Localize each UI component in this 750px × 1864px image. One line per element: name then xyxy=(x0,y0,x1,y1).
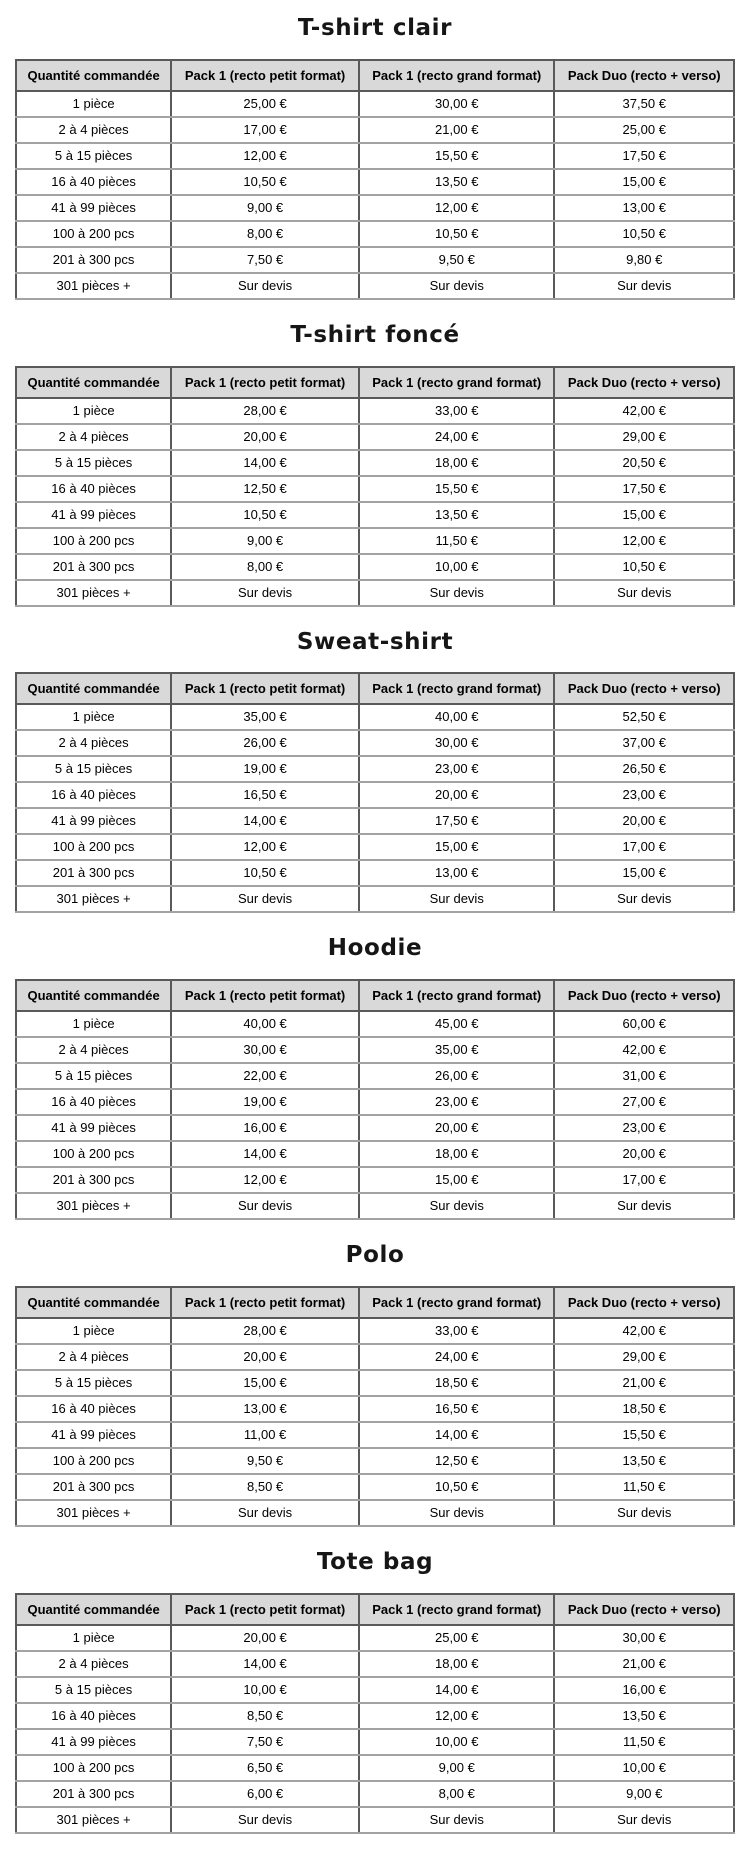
table-row xyxy=(16,1167,734,1193)
quantity-cell: 16 à 40 pièces xyxy=(16,169,171,195)
price-cell: 10,50 € xyxy=(554,221,734,247)
price-cell: 10,50 € xyxy=(171,169,359,195)
price-cell: 10,00 € xyxy=(359,554,554,580)
price-cell: 14,00 € xyxy=(359,1422,554,1448)
price-cell: 25,00 € xyxy=(359,1625,554,1651)
price-cell: 13,00 € xyxy=(171,1396,359,1422)
column-header: Pack 1 (recto petit format) xyxy=(171,60,359,91)
quantity-cell: 100 à 200 pcs xyxy=(16,1448,171,1474)
price-cell: 9,00 € xyxy=(359,1755,554,1781)
column-header: Pack Duo (recto + verso) xyxy=(554,1594,734,1625)
product-title: Tote bag xyxy=(316,1548,434,1575)
price-cell: 30,00 € xyxy=(554,1625,734,1651)
price-cell: 14,00 € xyxy=(171,1651,359,1677)
column-header: Pack Duo (recto + verso) xyxy=(554,673,734,704)
price-table xyxy=(15,979,735,1220)
table-row xyxy=(16,195,734,221)
price-cell: Sur devis xyxy=(359,273,554,299)
price-cell: 12,50 € xyxy=(359,1448,554,1474)
quantity-cell: 41 à 99 pièces xyxy=(16,1115,171,1141)
price-cell: Sur devis xyxy=(554,1500,734,1526)
price-cell: 42,00 € xyxy=(554,398,734,424)
table-row xyxy=(16,1089,734,1115)
price-cell: 18,50 € xyxy=(554,1396,734,1422)
table-row xyxy=(16,580,734,606)
price-cell: 12,00 € xyxy=(359,1703,554,1729)
table-row xyxy=(16,1011,734,1037)
price-cell: 8,50 € xyxy=(171,1474,359,1500)
product-title: Hoodie xyxy=(327,935,423,962)
price-cell: 15,00 € xyxy=(359,1167,554,1193)
price-cell: Sur devis xyxy=(359,1807,554,1833)
price-table xyxy=(15,1286,735,1527)
quantity-cell: 100 à 200 pcs xyxy=(16,834,171,860)
quantity-cell: 2 à 4 pièces xyxy=(16,1037,171,1063)
price-cell: 12,00 € xyxy=(171,1167,359,1193)
price-cell: 19,00 € xyxy=(171,756,359,782)
price-cell: 6,00 € xyxy=(171,1781,359,1807)
column-header: Pack 1 (recto grand format) xyxy=(359,1594,554,1625)
table-row xyxy=(16,1370,734,1396)
table-row xyxy=(16,886,734,912)
table-row xyxy=(16,834,734,860)
price-cell: 15,00 € xyxy=(554,860,734,886)
price-cell: 13,00 € xyxy=(554,195,734,221)
quantity-cell: 201 à 300 pcs xyxy=(16,860,171,886)
price-cell: 28,00 € xyxy=(171,398,359,424)
header-row xyxy=(16,980,734,1011)
table-row xyxy=(16,398,734,424)
price-cell: 21,00 € xyxy=(554,1370,734,1396)
column-header: Pack 1 (recto grand format) xyxy=(359,980,554,1011)
product-title: Polo xyxy=(345,1242,405,1268)
price-cell: 35,00 € xyxy=(171,704,359,730)
table-row xyxy=(16,273,734,299)
quantity-cell: 41 à 99 pièces xyxy=(16,808,171,834)
price-cell: Sur devis xyxy=(554,886,734,912)
price-cell: 9,50 € xyxy=(359,247,554,273)
table-row xyxy=(16,808,734,834)
price-cell: Sur devis xyxy=(554,1193,734,1219)
price-cell: 26,00 € xyxy=(171,730,359,756)
price-cell: 11,00 € xyxy=(171,1422,359,1448)
price-cell: 24,00 € xyxy=(359,1344,554,1370)
header-row xyxy=(16,1287,734,1318)
column-header: Pack 1 (recto grand format) xyxy=(359,60,554,91)
column-header: Pack Duo (recto + verso) xyxy=(554,367,734,398)
price-cell: 10,50 € xyxy=(171,860,359,886)
price-cell: 20,00 € xyxy=(171,1344,359,1370)
quantity-cell: 301 pièces + xyxy=(16,273,171,299)
price-cell: Sur devis xyxy=(171,273,359,299)
quantity-cell: 301 pièces + xyxy=(16,886,171,912)
quantity-cell: 1 pièce xyxy=(16,398,171,424)
price-cell: 40,00 € xyxy=(171,1011,359,1037)
price-cell: 9,50 € xyxy=(171,1448,359,1474)
price-cell: 14,00 € xyxy=(171,450,359,476)
price-cell: 12,00 € xyxy=(359,195,554,221)
price-cell: 16,00 € xyxy=(554,1677,734,1703)
table-row xyxy=(16,1037,734,1063)
price-cell: 10,50 € xyxy=(359,221,554,247)
table-row xyxy=(16,756,734,782)
price-cell: 11,50 € xyxy=(554,1729,734,1755)
price-cell: 9,00 € xyxy=(171,528,359,554)
price-cell: 23,00 € xyxy=(359,1089,554,1115)
column-header: Quantité commandée xyxy=(16,367,171,398)
price-cell: 28,00 € xyxy=(171,1318,359,1344)
quantity-cell: 16 à 40 pièces xyxy=(16,1703,171,1729)
quantity-cell: 100 à 200 pcs xyxy=(16,1141,171,1167)
price-cell: 12,00 € xyxy=(554,528,734,554)
price-cell: Sur devis xyxy=(171,580,359,606)
column-header: Pack Duo (recto + verso) xyxy=(554,60,734,91)
header-row xyxy=(16,367,734,398)
table-row xyxy=(16,782,734,808)
price-cell: 17,50 € xyxy=(554,143,734,169)
price-cell: 42,00 € xyxy=(554,1318,734,1344)
column-header: Quantité commandée xyxy=(16,1594,171,1625)
quantity-cell: 301 pièces + xyxy=(16,580,171,606)
table-row xyxy=(16,1755,734,1781)
quantity-cell: 301 pièces + xyxy=(16,1193,171,1219)
price-cell: 25,00 € xyxy=(554,117,734,143)
table-row xyxy=(16,117,734,143)
price-cell: Sur devis xyxy=(359,1500,554,1526)
price-cell: 16,00 € xyxy=(171,1115,359,1141)
price-cell: 14,00 € xyxy=(359,1677,554,1703)
price-cell: 13,50 € xyxy=(359,169,554,195)
price-cell: 25,00 € xyxy=(171,91,359,117)
price-cell: Sur devis xyxy=(171,886,359,912)
table-row xyxy=(16,1729,734,1755)
price-cell: 35,00 € xyxy=(359,1037,554,1063)
quantity-cell: 2 à 4 pièces xyxy=(16,1651,171,1677)
section-sweat-shirt xyxy=(15,628,735,914)
table-row xyxy=(16,1474,734,1500)
table-row xyxy=(16,704,734,730)
price-cell: 13,00 € xyxy=(359,860,554,886)
price-cell: Sur devis xyxy=(359,1193,554,1219)
column-header: Pack Duo (recto + verso) xyxy=(554,1287,734,1318)
table-row xyxy=(16,1500,734,1526)
quantity-cell: 201 à 300 pcs xyxy=(16,1474,171,1500)
price-cell: 20,00 € xyxy=(359,1115,554,1141)
price-cell: 15,50 € xyxy=(554,1422,734,1448)
price-cell: Sur devis xyxy=(171,1500,359,1526)
price-cell: Sur devis xyxy=(171,1807,359,1833)
table-row xyxy=(16,476,734,502)
table-row xyxy=(16,860,734,886)
price-cell: 9,80 € xyxy=(554,247,734,273)
price-table xyxy=(15,366,735,607)
table-row xyxy=(16,1625,734,1651)
table-row xyxy=(16,450,734,476)
price-cell: 10,00 € xyxy=(359,1729,554,1755)
header-row xyxy=(16,1594,734,1625)
price-cell: 23,00 € xyxy=(554,782,734,808)
quantity-cell: 100 à 200 pcs xyxy=(16,528,171,554)
quantity-cell: 5 à 15 pièces xyxy=(16,450,171,476)
quantity-cell: 2 à 4 pièces xyxy=(16,1344,171,1370)
column-header: Quantité commandée xyxy=(16,673,171,704)
price-cell: Sur devis xyxy=(359,580,554,606)
quantity-cell: 1 pièce xyxy=(16,1625,171,1651)
price-cell: 20,00 € xyxy=(359,782,554,808)
column-header: Quantité commandée xyxy=(16,1287,171,1318)
price-cell: 20,00 € xyxy=(171,1625,359,1651)
price-cell: 8,00 € xyxy=(359,1781,554,1807)
price-cell: 17,50 € xyxy=(359,808,554,834)
price-cell: 17,00 € xyxy=(171,117,359,143)
price-cell: 20,00 € xyxy=(171,424,359,450)
quantity-cell: 1 pièce xyxy=(16,704,171,730)
price-cell: 15,50 € xyxy=(359,143,554,169)
table-row xyxy=(16,1063,734,1089)
price-cell: 9,00 € xyxy=(171,195,359,221)
quantity-cell: 1 pièce xyxy=(16,1318,171,1344)
price-cell: Sur devis xyxy=(554,1807,734,1833)
table-row xyxy=(16,1344,734,1370)
quantity-cell: 201 à 300 pcs xyxy=(16,1781,171,1807)
price-table xyxy=(15,672,735,913)
price-cell: Sur devis xyxy=(554,273,734,299)
price-cell: 33,00 € xyxy=(359,398,554,424)
quantity-cell: 5 à 15 pièces xyxy=(16,1677,171,1703)
table-row xyxy=(16,1651,734,1677)
price-cell: 11,50 € xyxy=(359,528,554,554)
table-row xyxy=(16,221,734,247)
table-row xyxy=(16,91,734,117)
quantity-cell: 100 à 200 pcs xyxy=(16,1755,171,1781)
price-cell: 7,50 € xyxy=(171,247,359,273)
price-cell: 30,00 € xyxy=(171,1037,359,1063)
header-row xyxy=(16,60,734,91)
table-row xyxy=(16,1807,734,1833)
price-cell: 8,50 € xyxy=(171,1703,359,1729)
price-cell: 29,00 € xyxy=(554,424,734,450)
section-tshirt-clair xyxy=(15,14,735,300)
price-cell: 11,50 € xyxy=(554,1474,734,1500)
price-cell: 12,50 € xyxy=(171,476,359,502)
price-cell: 33,00 € xyxy=(359,1318,554,1344)
price-cell: 10,50 € xyxy=(171,502,359,528)
section-tote-bag xyxy=(15,1548,735,1834)
section-tshirt-fonce xyxy=(15,321,735,607)
quantity-cell: 41 à 99 pièces xyxy=(16,1422,171,1448)
price-cell: 23,00 € xyxy=(554,1115,734,1141)
quantity-cell: 2 à 4 pièces xyxy=(16,730,171,756)
quantity-cell: 2 à 4 pièces xyxy=(16,117,171,143)
price-cell: 31,00 € xyxy=(554,1063,734,1089)
price-cell: 52,50 € xyxy=(554,704,734,730)
price-cell: 20,00 € xyxy=(554,1141,734,1167)
price-cell: 16,50 € xyxy=(171,782,359,808)
quantity-cell: 5 à 15 pièces xyxy=(16,756,171,782)
price-cell: 10,00 € xyxy=(554,1755,734,1781)
product-title: T-shirt foncé xyxy=(290,321,460,348)
quantity-cell: 1 pièce xyxy=(16,91,171,117)
price-cell: 10,50 € xyxy=(554,554,734,580)
price-cell: 40,00 € xyxy=(359,704,554,730)
quantity-cell: 5 à 15 pièces xyxy=(16,1370,171,1396)
price-cell: Sur devis xyxy=(359,886,554,912)
price-cell: 20,00 € xyxy=(554,808,734,834)
quantity-cell: 201 à 300 pcs xyxy=(16,247,171,273)
price-cell: Sur devis xyxy=(554,580,734,606)
column-header: Pack 1 (recto petit format) xyxy=(171,367,359,398)
price-cell: 37,50 € xyxy=(554,91,734,117)
price-cell: 6,50 € xyxy=(171,1755,359,1781)
section-polo xyxy=(15,1241,735,1527)
price-cell: 14,00 € xyxy=(171,808,359,834)
price-cell: 8,00 € xyxy=(171,221,359,247)
table-row xyxy=(16,1396,734,1422)
quantity-cell: 16 à 40 pièces xyxy=(16,1396,171,1422)
column-header: Pack 1 (recto grand format) xyxy=(359,367,554,398)
table-row xyxy=(16,528,734,554)
price-cell: 17,50 € xyxy=(554,476,734,502)
table-row xyxy=(16,730,734,756)
quantity-cell: 201 à 300 pcs xyxy=(16,554,171,580)
quantity-cell: 5 à 15 pièces xyxy=(16,1063,171,1089)
price-cell: 24,00 € xyxy=(359,424,554,450)
column-header: Pack 1 (recto petit format) xyxy=(171,673,359,704)
column-header: Pack Duo (recto + verso) xyxy=(554,980,734,1011)
column-header: Pack 1 (recto grand format) xyxy=(359,1287,554,1318)
quantity-cell: 16 à 40 pièces xyxy=(16,782,171,808)
table-row xyxy=(16,1677,734,1703)
price-table xyxy=(15,59,735,300)
price-cell: 37,00 € xyxy=(554,730,734,756)
price-cell: 10,00 € xyxy=(171,1677,359,1703)
price-cell: Sur devis xyxy=(171,1193,359,1219)
price-cell: 20,50 € xyxy=(554,450,734,476)
price-cell: 18,00 € xyxy=(359,450,554,476)
price-cell: 30,00 € xyxy=(359,730,554,756)
price-cell: 23,00 € xyxy=(359,756,554,782)
price-cell: 22,00 € xyxy=(171,1063,359,1089)
price-cell: 42,00 € xyxy=(554,1037,734,1063)
price-cell: 18,50 € xyxy=(359,1370,554,1396)
column-header: Pack 1 (recto grand format) xyxy=(359,673,554,704)
price-cell: 26,50 € xyxy=(554,756,734,782)
price-cell: 15,00 € xyxy=(554,502,734,528)
price-cell: 18,00 € xyxy=(359,1651,554,1677)
quantity-cell: 301 pièces + xyxy=(16,1500,171,1526)
table-row xyxy=(16,1141,734,1167)
quantity-cell: 201 à 300 pcs xyxy=(16,1167,171,1193)
table-row xyxy=(16,169,734,195)
column-header: Pack 1 (recto petit format) xyxy=(171,1287,359,1318)
header-row xyxy=(16,673,734,704)
table-row xyxy=(16,1318,734,1344)
table-row xyxy=(16,1115,734,1141)
table-row xyxy=(16,1448,734,1474)
column-header: Pack 1 (recto petit format) xyxy=(171,980,359,1011)
price-cell: 18,00 € xyxy=(359,1141,554,1167)
price-cell: 60,00 € xyxy=(554,1011,734,1037)
table-row xyxy=(16,1193,734,1219)
column-header: Quantité commandée xyxy=(16,980,171,1011)
price-cell: 13,50 € xyxy=(359,502,554,528)
product-title: T-shirt clair xyxy=(297,15,453,41)
price-cell: 12,00 € xyxy=(171,834,359,860)
table-row xyxy=(16,502,734,528)
price-cell: 45,00 € xyxy=(359,1011,554,1037)
price-cell: 10,50 € xyxy=(359,1474,554,1500)
price-cell: 21,00 € xyxy=(359,117,554,143)
quantity-cell: 41 à 99 pièces xyxy=(16,195,171,221)
price-cell: 30,00 € xyxy=(359,91,554,117)
price-table xyxy=(15,1593,735,1834)
price-cell: 9,00 € xyxy=(554,1781,734,1807)
price-cell: 19,00 € xyxy=(171,1089,359,1115)
price-cell: 27,00 € xyxy=(554,1089,734,1115)
quantity-cell: 41 à 99 pièces xyxy=(16,1729,171,1755)
price-cell: 17,00 € xyxy=(554,1167,734,1193)
price-cell: 12,00 € xyxy=(171,143,359,169)
price-cell: 21,00 € xyxy=(554,1651,734,1677)
price-cell: 26,00 € xyxy=(359,1063,554,1089)
quantity-cell: 5 à 15 pièces xyxy=(16,143,171,169)
price-cell: 15,00 € xyxy=(171,1370,359,1396)
table-row xyxy=(16,1781,734,1807)
table-row xyxy=(16,554,734,580)
quantity-cell: 16 à 40 pièces xyxy=(16,1089,171,1115)
column-header: Pack 1 (recto petit format) xyxy=(171,1594,359,1625)
quantity-cell: 1 pièce xyxy=(16,1011,171,1037)
price-cell: 15,50 € xyxy=(359,476,554,502)
quantity-cell: 16 à 40 pièces xyxy=(16,476,171,502)
quantity-cell: 2 à 4 pièces xyxy=(16,424,171,450)
price-cell: 29,00 € xyxy=(554,1344,734,1370)
section-hoodie xyxy=(15,934,735,1220)
table-row xyxy=(16,424,734,450)
price-cell: 7,50 € xyxy=(171,1729,359,1755)
price-cell: 16,50 € xyxy=(359,1396,554,1422)
table-row xyxy=(16,143,734,169)
table-row xyxy=(16,247,734,273)
price-cell: 15,00 € xyxy=(554,169,734,195)
price-cell: 15,00 € xyxy=(359,834,554,860)
product-title: Sweat-shirt xyxy=(296,628,454,655)
quantity-cell: 41 à 99 pièces xyxy=(16,502,171,528)
price-cell: 14,00 € xyxy=(171,1141,359,1167)
price-cell: 13,50 € xyxy=(554,1448,734,1474)
price-cell: 17,00 € xyxy=(554,834,734,860)
table-row xyxy=(16,1422,734,1448)
column-header: Quantité commandée xyxy=(16,60,171,91)
price-cell: 8,00 € xyxy=(171,554,359,580)
price-cell: 13,50 € xyxy=(554,1703,734,1729)
quantity-cell: 100 à 200 pcs xyxy=(16,221,171,247)
table-row xyxy=(16,1703,734,1729)
quantity-cell: 301 pièces + xyxy=(16,1807,171,1833)
